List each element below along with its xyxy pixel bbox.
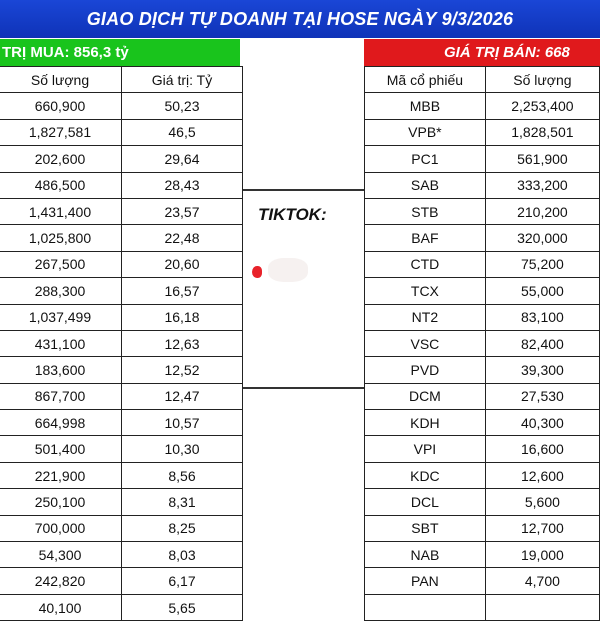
cell-quantity: 867,700 (0, 383, 122, 409)
page-title: GIAO DỊCH TỰ DOANH TẠI HOSE NGÀY 9/3/2026 (0, 0, 600, 38)
table-row (365, 251, 600, 277)
table-row (365, 225, 600, 251)
cell-value: 8,56 (122, 462, 243, 488)
cell-ticker: KDC (365, 462, 486, 488)
cell-value: 6,17 (122, 568, 243, 594)
table-row (365, 542, 600, 568)
table-header-row (0, 67, 243, 93)
cell-ticker: MBB (365, 93, 486, 119)
cell-value: 46,5 (122, 119, 243, 145)
cell-ticker: SAB (365, 172, 486, 198)
cell-quantity: 431,100 (0, 330, 122, 356)
cell-quantity: 183,600 (0, 357, 122, 383)
cell-quantity: 1,827,581 (0, 119, 122, 145)
cell-value: 20,60 (122, 251, 243, 277)
table-row (365, 330, 600, 356)
cell-ticker: BAF (365, 225, 486, 251)
cell-quantity (485, 594, 599, 620)
buy-total-header: TRỊ MUA: 856,3 tỷ (0, 39, 240, 66)
sell-table (364, 66, 600, 621)
cell-quantity: 40,300 (485, 410, 599, 436)
table-row (0, 594, 243, 620)
table-row (365, 304, 600, 330)
cell-value: 10,30 (122, 436, 243, 462)
cell-ticker: NT2 (365, 304, 486, 330)
cell-quantity: 2,253,400 (485, 93, 599, 119)
center-divider-top (242, 189, 364, 191)
cell-ticker: DCL (365, 489, 486, 515)
cell-ticker: TCX (365, 278, 486, 304)
column-header-ticker: Mã cổ phiếu (365, 67, 486, 93)
cell-ticker: STB (365, 198, 486, 224)
cell-value: 5,65 (122, 594, 243, 620)
cell-quantity: 288,300 (0, 278, 122, 304)
cell-quantity: 12,600 (485, 462, 599, 488)
cell-quantity: 250,100 (0, 489, 122, 515)
blurred-handle (268, 258, 308, 282)
cell-ticker: PAN (365, 568, 486, 594)
cell-value: 23,57 (122, 198, 243, 224)
table-row (365, 146, 600, 172)
cell-quantity: 75,200 (485, 251, 599, 277)
cell-quantity: 5,600 (485, 489, 599, 515)
table-row (0, 436, 243, 462)
cell-quantity: 4,700 (485, 568, 599, 594)
cell-quantity: 83,100 (485, 304, 599, 330)
table-row (0, 568, 243, 594)
table-row (0, 330, 243, 356)
cell-value: 8,25 (122, 515, 243, 541)
table-row (0, 198, 243, 224)
table-row (365, 594, 600, 620)
cell-ticker: VPB* (365, 119, 486, 145)
cell-quantity: 55,000 (485, 278, 599, 304)
column-header-value: Giá trị: Tỷ (122, 67, 243, 93)
table-row (0, 383, 243, 409)
cell-quantity: 501,400 (0, 436, 122, 462)
table-row (0, 119, 243, 145)
cell-quantity: 1,431,400 (0, 198, 122, 224)
table-row (0, 489, 243, 515)
buy-table (0, 66, 243, 621)
cell-quantity: 486,500 (0, 172, 122, 198)
cell-value: 22,48 (122, 225, 243, 251)
table-row (365, 489, 600, 515)
cell-quantity: 19,000 (485, 542, 599, 568)
cell-quantity: 210,200 (485, 198, 599, 224)
center-panel (242, 39, 364, 600)
table-row (365, 383, 600, 409)
cell-quantity: 1,037,499 (0, 304, 122, 330)
column-header-quantity: Số lượng (0, 67, 122, 93)
cell-ticker (365, 594, 486, 620)
cell-ticker: VSC (365, 330, 486, 356)
cell-quantity: 320,000 (485, 225, 599, 251)
cell-value: 50,23 (122, 93, 243, 119)
cell-quantity: 39,300 (485, 357, 599, 383)
cell-quantity: 333,200 (485, 172, 599, 198)
table-row (0, 225, 243, 251)
cell-value: 8,03 (122, 542, 243, 568)
cell-value: 10,57 (122, 410, 243, 436)
table-row (365, 357, 600, 383)
cell-value: 28,43 (122, 172, 243, 198)
cell-value: 12,47 (122, 383, 243, 409)
cell-quantity: 54,300 (0, 542, 122, 568)
cell-quantity: 221,900 (0, 462, 122, 488)
table-row (365, 436, 600, 462)
table-row (365, 568, 600, 594)
table-row (0, 93, 243, 119)
cell-ticker: CTD (365, 251, 486, 277)
table-row (0, 462, 243, 488)
cell-value: 12,52 (122, 357, 243, 383)
cell-value: 16,18 (122, 304, 243, 330)
cell-quantity: 660,900 (0, 93, 122, 119)
center-divider-bottom (242, 387, 364, 389)
cell-value: 16,57 (122, 278, 243, 304)
cell-quantity: 242,820 (0, 568, 122, 594)
column-header-quantity: Số lượng (485, 67, 599, 93)
table-row (0, 542, 243, 568)
cell-value: 12,63 (122, 330, 243, 356)
table-row (365, 93, 600, 119)
cell-ticker: PC1 (365, 146, 486, 172)
tiktok-label: TIKTOK: (258, 205, 327, 224)
cell-quantity: 1,025,800 (0, 225, 122, 251)
table-row (0, 251, 243, 277)
cell-quantity: 700,000 (0, 515, 122, 541)
cell-ticker: KDH (365, 410, 486, 436)
table-row (0, 357, 243, 383)
table-row (365, 119, 600, 145)
cell-quantity: 16,600 (485, 436, 599, 462)
cell-quantity: 12,700 (485, 515, 599, 541)
table-row (0, 278, 243, 304)
cell-quantity: 82,400 (485, 330, 599, 356)
table-row (365, 198, 600, 224)
cell-quantity: 202,600 (0, 146, 122, 172)
cell-quantity: 561,900 (485, 146, 599, 172)
cell-quantity: 1,828,501 (485, 119, 599, 145)
cell-quantity: 40,100 (0, 594, 122, 620)
cell-quantity: 267,500 (0, 251, 122, 277)
table-row (0, 515, 243, 541)
cell-value: 29,64 (122, 146, 243, 172)
table-row (365, 410, 600, 436)
cell-ticker: SBT (365, 515, 486, 541)
table-row (0, 410, 243, 436)
table-row (365, 172, 600, 198)
cell-value: 8,31 (122, 489, 243, 515)
table-row (0, 304, 243, 330)
tiktok-logo-icon (252, 266, 262, 278)
table-row (365, 515, 600, 541)
sell-total-header: GIÁ TRỊ BÁN: 668 (364, 39, 600, 66)
cell-quantity: 664,998 (0, 410, 122, 436)
cell-ticker: PVD (365, 357, 486, 383)
table-row (365, 278, 600, 304)
cell-ticker: DCM (365, 383, 486, 409)
table-header-row (365, 67, 600, 93)
table-row (0, 172, 243, 198)
table-row (365, 462, 600, 488)
cell-ticker: VPI (365, 436, 486, 462)
cell-quantity: 27,530 (485, 383, 599, 409)
table-row (0, 146, 243, 172)
cell-ticker: NAB (365, 542, 486, 568)
